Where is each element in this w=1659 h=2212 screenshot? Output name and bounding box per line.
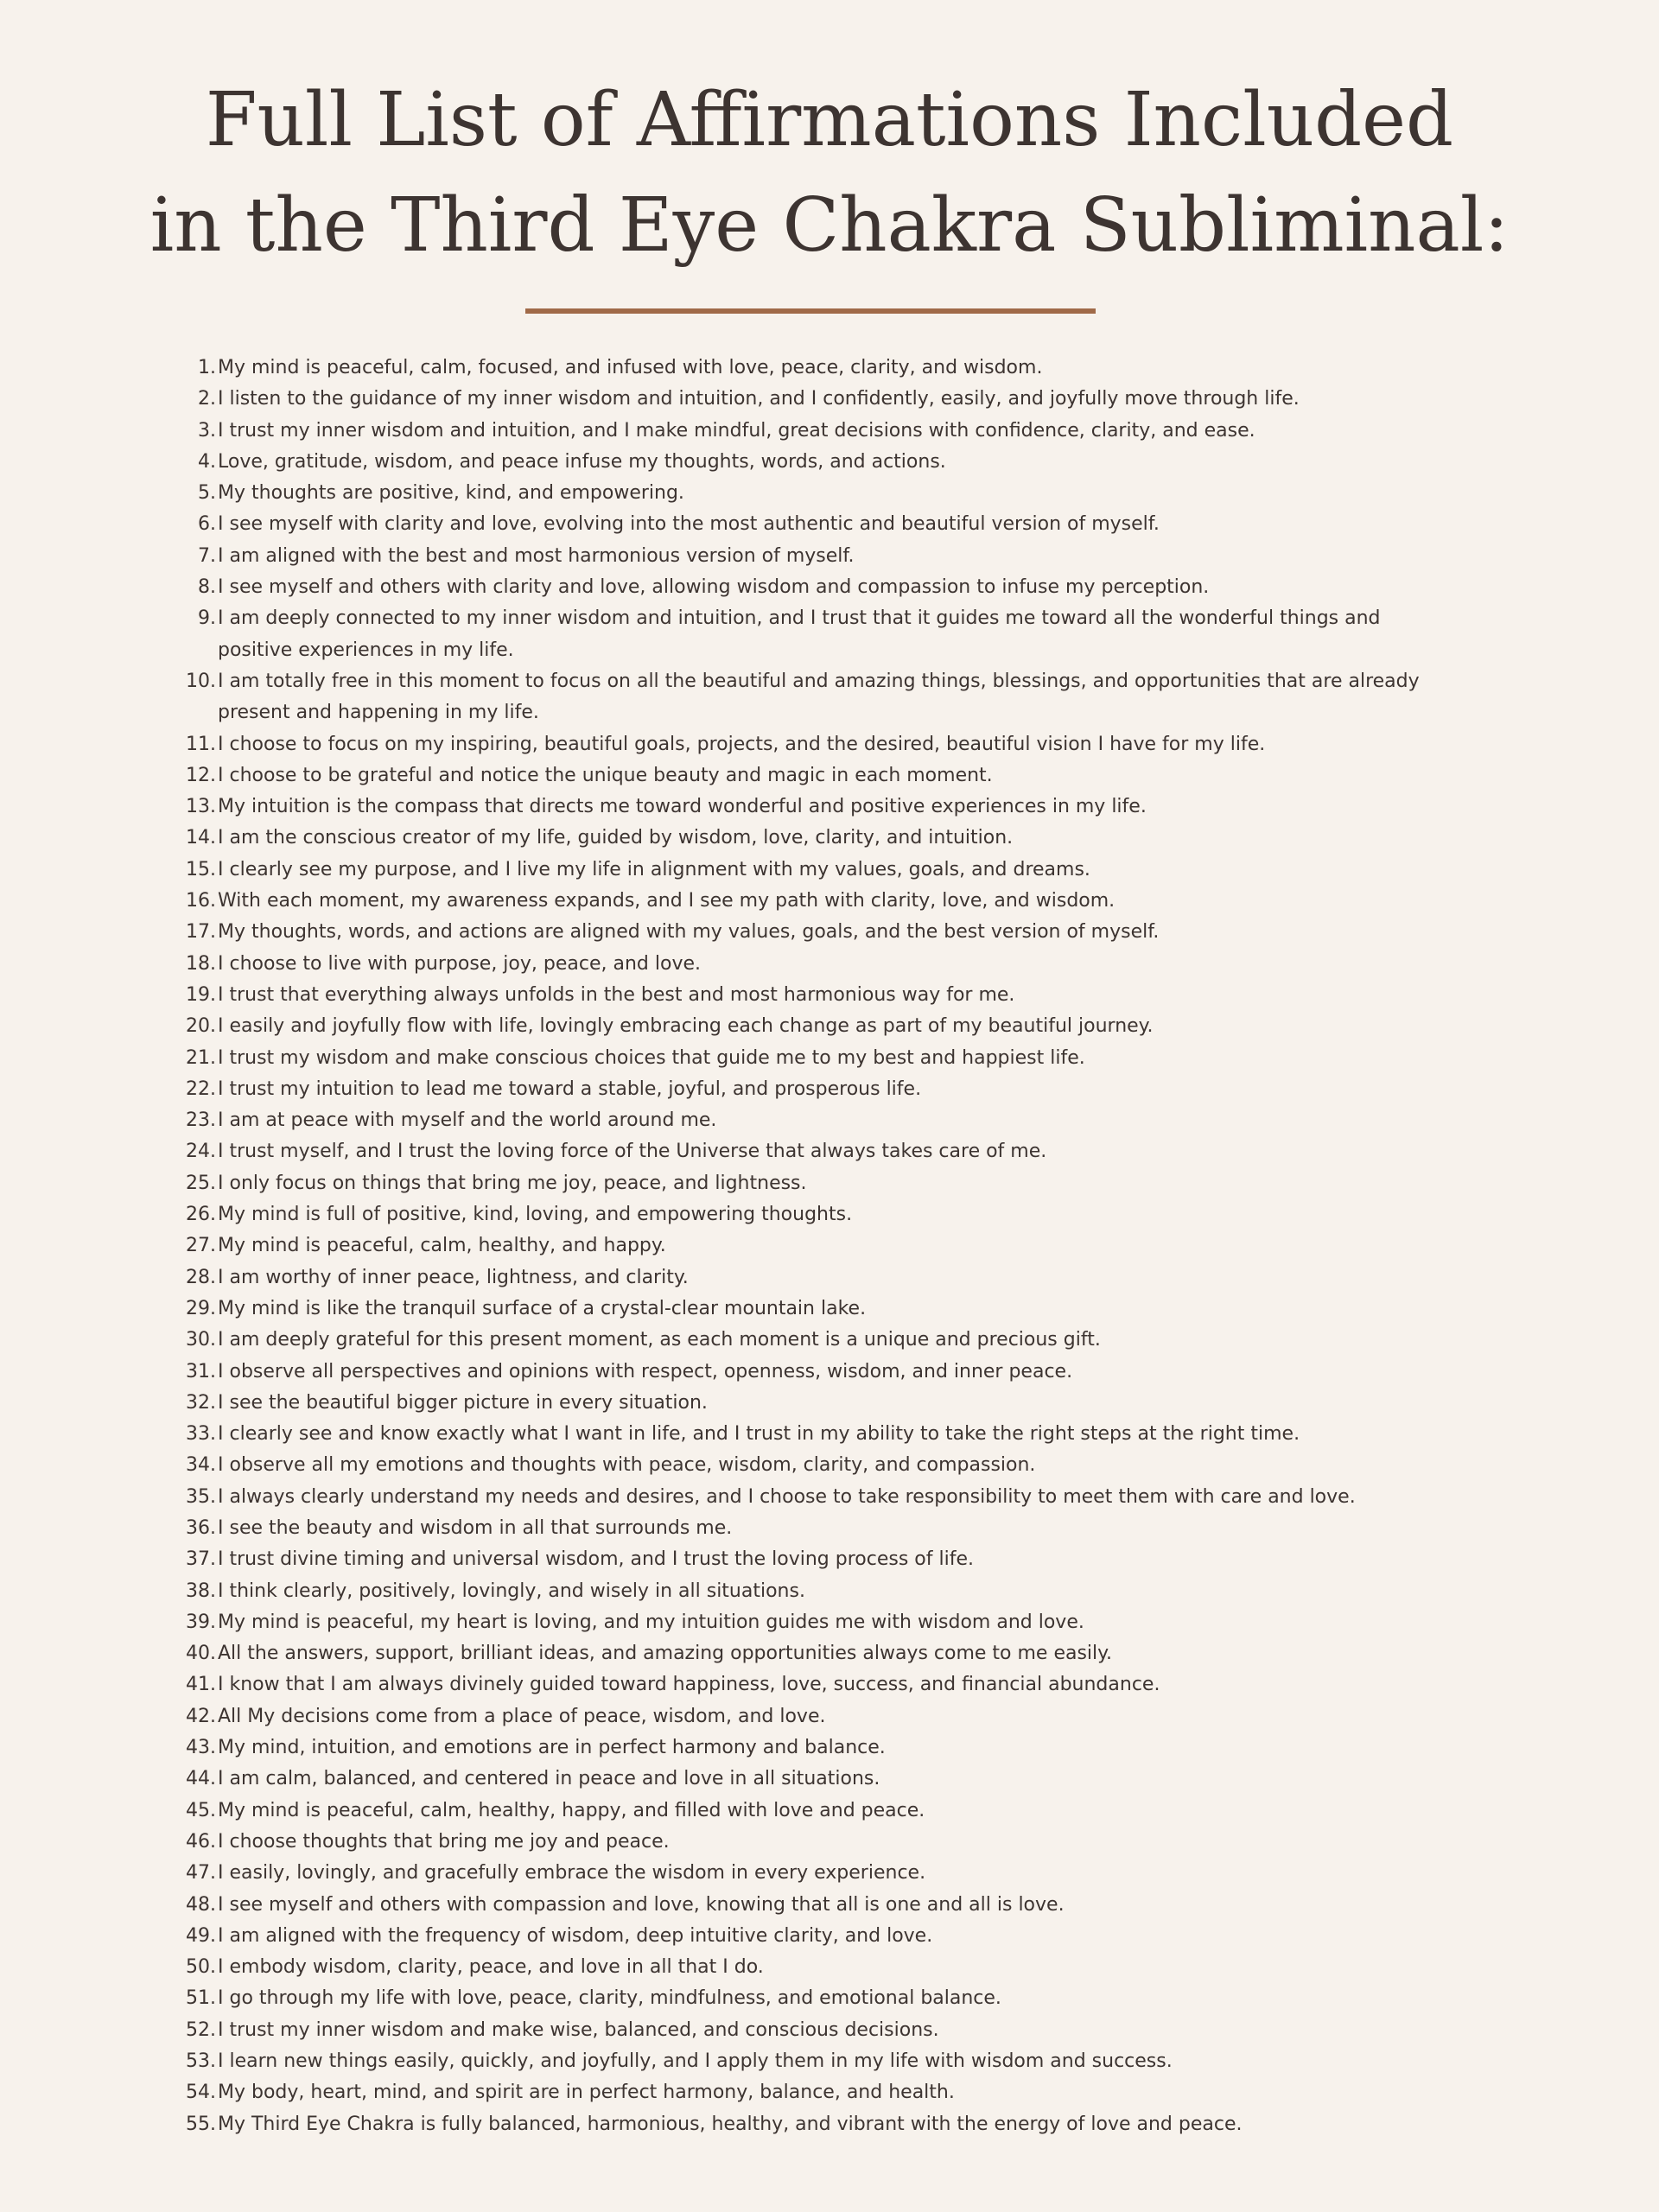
list-item <box>0 791 1659 823</box>
list-item <box>0 1482 1659 1513</box>
list-item-text: My mind is full of positive, kind, loving, and empowering thoughts. <box>218 1204 853 1226</box>
list-item-text: All My decisions come from a place of peace, wisdom, and love. <box>218 1705 826 1727</box>
list-item-number: 43. <box>186 1737 216 1759</box>
list-item-number: 7. <box>198 544 216 567</box>
list-item-number: 13. <box>186 796 216 818</box>
list-item-number: 31. <box>186 1360 216 1382</box>
list-item <box>0 823 1659 854</box>
list-item <box>0 760 1659 791</box>
list-item <box>0 1043 1659 1074</box>
list-item <box>0 917 1659 948</box>
list-item-number: 48. <box>186 1893 216 1916</box>
list-item <box>0 1983 1659 2014</box>
list-item-text: I trust my intuition to lead me toward a stable, joyful, and prosperous life. <box>218 1077 922 1100</box>
list-item <box>0 1921 1659 1952</box>
list-item-text: Love, gratitude, wisdom, and peace infuse my thoughts, words, and actions. <box>218 450 946 473</box>
list-item-text: I see the beautiful bigger picture in every situation. <box>218 1391 708 1414</box>
list-item-text: I am at peace with myself and the world around me. <box>218 1109 717 1132</box>
list-item <box>0 2109 1659 2140</box>
title-line-2: in the Third Eye Chakra Subliminal: <box>149 182 1510 269</box>
list-item-number: 15. <box>186 858 216 880</box>
list-item-text: I trust my wisdom and make conscious choices that guide me to my best and happiest life. <box>218 1046 1085 1069</box>
list-item <box>0 1136 1659 1167</box>
list-item <box>0 1858 1659 1889</box>
list-item <box>0 2015 1659 2046</box>
list-item-number: 41. <box>186 1674 216 1696</box>
list-item-text: My mind is peaceful, calm, healthy, and happy. <box>218 1235 666 1257</box>
list-item-text: I know that I am always divinely guided toward happiness, love, success, and financial abundance. <box>218 1674 1160 1696</box>
list-item <box>0 541 1659 572</box>
list-item-number: 34. <box>186 1454 216 1477</box>
list-item-text: I embody wisdom, clarity, peace, and love in all that I do. <box>218 1956 764 1979</box>
list-item <box>0 416 1659 447</box>
list-item <box>0 384 1659 415</box>
list-item <box>0 1952 1659 1983</box>
list-item-number: 49. <box>186 1924 216 1947</box>
list-item-text: I see myself and others with compassion and love, knowing that all is one and all is love. <box>218 1893 1065 1916</box>
list-item <box>0 572 1659 603</box>
list-item-text: My mind is peaceful, calm, healthy, happy, and filled with love and peace. <box>218 1799 925 1821</box>
list-item-text: I clearly see and know exactly what I want in life, and I trust in my ability to take the right steps at the right time. <box>218 1423 1300 1446</box>
list-item <box>0 1168 1659 1199</box>
list-item <box>0 1074 1659 1105</box>
list-item-text: I easily and joyfully flow with life, lovingly embracing each change as part of my beautiful journey. <box>218 1015 1154 1038</box>
list-item-text: I observe all perspectives and opinions with respect, openness, wisdom, and inner peace. <box>218 1360 1073 1382</box>
title-divider <box>525 308 1096 314</box>
list-item <box>0 1669 1659 1700</box>
list-item-number: 6. <box>198 513 216 536</box>
list-item <box>0 2077 1659 2108</box>
list-item <box>0 1011 1659 1042</box>
list-item <box>0 509 1659 540</box>
list-item <box>0 1419 1659 1450</box>
list-item-text: I trust my inner wisdom and make wise, balanced, and conscious decisions. <box>218 2018 939 2041</box>
list-item-number: 53. <box>186 2050 216 2073</box>
list-item-text: My thoughts are positive, kind, and empowering. <box>218 482 684 505</box>
list-item-text: I see the beauty and wisdom in all that surrounds me. <box>218 1516 733 1539</box>
list-item-number: 16. <box>186 890 216 912</box>
list-item <box>0 729 1659 760</box>
list-item-number: 21. <box>186 1046 216 1069</box>
list-item-text: I trust that everything always unfolds in the best and most harmonious way for me. <box>218 983 1015 1006</box>
list-item-number: 22. <box>186 1077 216 1100</box>
list-item-number: 25. <box>186 1172 216 1194</box>
list-item <box>0 1732 1659 1764</box>
list-item-number: 29. <box>186 1297 216 1319</box>
list-item-text: I trust myself, and I trust the loving force of the Universe that always takes care of me. <box>218 1141 1047 1163</box>
list-item-text: I am calm, balanced, and centered in peace and love in all situations. <box>218 1768 880 1790</box>
list-item-number: 27. <box>186 1235 216 1257</box>
list-item-number: 33. <box>186 1423 216 1446</box>
list-item-number: 52. <box>186 2018 216 2041</box>
title-line-1: Full List of Affirmations Included <box>205 77 1454 163</box>
list-item <box>0 1796 1659 1827</box>
list-item-number: 44. <box>186 1768 216 1790</box>
list-item-text: With each moment, my awareness expands, and I see my path with clarity, love, and wisdom. <box>218 890 1116 912</box>
list-item-text: My mind is like the tranquil surface of a crystal-clear mountain lake. <box>218 1297 867 1319</box>
list-item-number: 40. <box>186 1643 216 1665</box>
list-item-text: My mind, intuition, and emotions are in perfect harmony and balance. <box>218 1737 886 1759</box>
list-item-number: 18. <box>186 952 216 975</box>
list-item-text: I am worthy of inner peace, lightness, and clarity. <box>218 1266 689 1288</box>
list-item <box>0 1701 1659 1732</box>
list-item <box>0 1357 1659 1388</box>
list-item-text: I see myself with clarity and love, evolving into the most authentic and beautiful version of myself. <box>218 513 1160 536</box>
list-item-number: 24. <box>186 1141 216 1163</box>
list-item-number: 35. <box>186 1485 216 1508</box>
list-item-number: 39. <box>186 1611 216 1633</box>
list-item <box>0 603 1659 666</box>
list-item-text: I see myself and others with clarity and love, allowing wisdom and compassion to infuse my perception. <box>218 576 1210 599</box>
list-item-text: I am deeply connected to my inner wisdom and intuition, and I trust that it guides me toward all the wonderful things and positive experiences in my life. <box>218 607 1381 661</box>
list-item <box>0 2046 1659 2077</box>
list-item <box>0 1607 1659 1638</box>
list-item <box>0 1294 1659 1325</box>
list-item-number: 17. <box>186 921 216 944</box>
list-item-text: I choose to focus on my inspiring, beautiful goals, projects, and the desired, beautiful vision I have for my life. <box>218 733 1266 755</box>
list-item-number: 42. <box>186 1705 216 1727</box>
list-item-number: 12. <box>186 764 216 786</box>
list-item-text: All the answers, support, brilliant ideas, and amazing opportunities always come to me easily. <box>218 1643 1113 1665</box>
list-item <box>0 1230 1659 1262</box>
list-item-number: 10. <box>186 670 216 692</box>
list-item-text: I trust my inner wisdom and intuition, and I make mindful, great decisions with confidence, clarity, and ease. <box>218 419 1255 442</box>
list-item-number: 45. <box>186 1799 216 1821</box>
list-item <box>0 1199 1659 1230</box>
list-item <box>0 980 1659 1011</box>
list-item <box>0 855 1659 886</box>
list-item-text: I always clearly understand my needs and desires, and I choose to take responsibility to meet them with care and love. <box>218 1485 1356 1508</box>
list-item <box>0 1262 1659 1294</box>
list-item-text: I choose to be grateful and notice the unique beauty and magic in each moment. <box>218 764 993 786</box>
list-item-text: I clearly see my purpose, and I live my life in alignment with my values, goals, and dreams. <box>218 858 1090 880</box>
list-item-text: I trust divine timing and universal wisdom, and I trust the loving process of life. <box>218 1548 974 1571</box>
list-item-text: My Third Eye Chakra is fully balanced, harmonious, healthy, and vibrant with the energy of love and peace. <box>218 2113 1243 2135</box>
list-item <box>0 886 1659 917</box>
list-item-number: 2. <box>198 388 216 410</box>
affirmation-list <box>0 353 1659 2140</box>
list-item-number: 5. <box>198 482 216 505</box>
list-item-text: I choose to live with purpose, joy, peace, and love. <box>218 952 701 975</box>
list-item-text: I think clearly, positively, lovingly, and wisely in all situations. <box>218 1580 805 1602</box>
list-item-number: 23. <box>186 1109 216 1132</box>
list-item-number: 19. <box>186 983 216 1006</box>
list-item-number: 8. <box>198 576 216 599</box>
list-item-number: 1. <box>198 357 216 378</box>
list-item <box>0 478 1659 509</box>
list-item-number: 47. <box>186 1862 216 1885</box>
list-item-number: 30. <box>186 1329 216 1351</box>
list-item-text: I learn new things easily, quickly, and joyfully, and I apply them in my life with wisdom and success. <box>218 2050 1173 2073</box>
list-item <box>0 1388 1659 1419</box>
list-item-number: 28. <box>186 1266 216 1288</box>
list-item <box>0 666 1659 729</box>
list-item-text: I go through my life with love, peace, clarity, mindfulness, and emotional balance. <box>218 1987 1001 2010</box>
list-item-number: 51. <box>186 1987 216 2010</box>
list-item-text: I am deeply grateful for this present moment, as each moment is a unique and precious gift. <box>218 1329 1101 1351</box>
list-item-number: 38. <box>186 1580 216 1602</box>
list-item-text: I am the conscious creator of my life, guided by wisdom, love, clarity, and intuition. <box>218 827 1014 849</box>
list-item-number: 9. <box>198 607 216 630</box>
list-item <box>0 1544 1659 1575</box>
list-item-text: I am aligned with the frequency of wisdom, deep intuitive clarity, and love. <box>218 1924 933 1947</box>
list-item-text: I listen to the guidance of my inner wisdom and intuition, and I confidently, easily, and joyfully move through life. <box>218 388 1300 410</box>
list-item-number: 3. <box>198 419 216 442</box>
list-item <box>0 447 1659 478</box>
list-item-number: 36. <box>186 1516 216 1539</box>
list-item-text: I easily, lovingly, and gracefully embrace the wisdom in every experience. <box>218 1862 926 1885</box>
list-item-text: My intuition is the compass that directs me toward wonderful and positive experiences in my life. <box>218 796 1147 818</box>
page-title <box>0 67 1659 278</box>
list-item <box>0 1576 1659 1607</box>
list-item <box>0 1764 1659 1795</box>
list-item <box>0 1827 1659 1858</box>
list-item <box>0 1105 1659 1136</box>
list-item-number: 32. <box>186 1391 216 1414</box>
list-item-number: 20. <box>186 1015 216 1038</box>
list-item-text: My mind is peaceful, calm, focused, and infused with love, peace, clarity, and wisdom. <box>218 357 1043 378</box>
list-item <box>0 1638 1659 1669</box>
list-item-text: I only focus on things that bring me joy, peace, and lightness. <box>218 1172 807 1194</box>
list-item-number: 46. <box>186 1830 216 1853</box>
list-item-number: 37. <box>186 1548 216 1571</box>
list-item-text: I am aligned with the best and most harmonious version of myself. <box>218 544 855 567</box>
list-item-number: 50. <box>186 1956 216 1979</box>
list-item <box>0 949 1659 980</box>
list-item-text: My mind is peaceful, my heart is loving, and my intuition guides me with wisdom and love. <box>218 1611 1084 1633</box>
list-item-text: I am totally free in this moment to focus on all the beautiful and amazing things, blessings, and opportunities that are already present and happening in my life. <box>218 670 1420 724</box>
list-item-text: My body, heart, mind, and spirit are in perfect harmony, balance, and health. <box>218 2082 955 2104</box>
list-item <box>0 1450 1659 1481</box>
list-item-number: 26. <box>186 1204 216 1226</box>
list-item-number: 4. <box>198 450 216 473</box>
list-item-text: I choose thoughts that bring me joy and peace. <box>218 1830 670 1853</box>
list-item-number: 54. <box>186 2082 216 2104</box>
list-item-number: 11. <box>186 733 216 755</box>
list-item-text: I observe all my emotions and thoughts with peace, wisdom, clarity, and compassion. <box>218 1454 1036 1477</box>
list-item-text: My thoughts, words, and actions are aligned with my values, goals, and the best version of myself. <box>218 921 1160 944</box>
list-item-number: 14. <box>186 827 216 849</box>
list-item <box>0 1325 1659 1356</box>
list-item-number: 55. <box>186 2113 216 2135</box>
list-item <box>0 353 1659 384</box>
list-item <box>0 1513 1659 1544</box>
list-item <box>0 1890 1659 1921</box>
